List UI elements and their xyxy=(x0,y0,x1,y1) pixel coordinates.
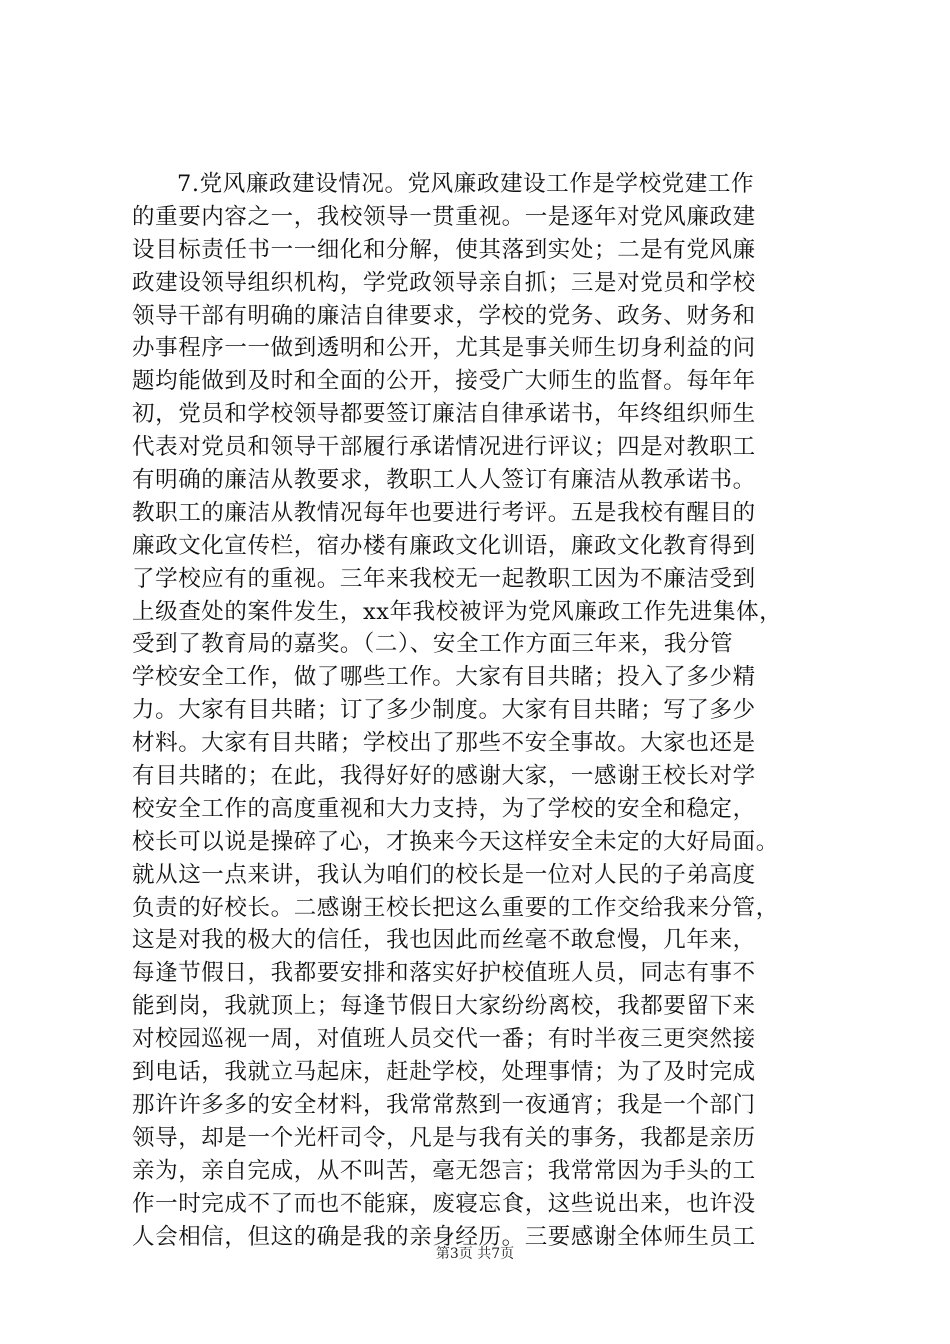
text-line: 设目标责任书一一细化和分解，使其落到实处；二是有党风廉 xyxy=(132,236,756,263)
text-line: 作一时完成不了而也不能寐，废寝忘食，这些说出来，也许没 xyxy=(132,1190,756,1217)
text-line: 负责的好校长。二感谢王校长把这么重要的工作交给我来分管， xyxy=(132,894,779,921)
text-line: 每逢节假日，我都要安排和落实好护校值班人员，同志有事不 xyxy=(132,960,756,987)
text-line: 7.党风廉政建设情况。党风廉政建设工作是学校党建工作 xyxy=(177,171,755,197)
text-line: 校长可以说是操碎了心，才换来今天这样安全未定的大好局面。 xyxy=(132,828,779,855)
text-line: 对校园巡视一周，对值班人员交代一番；有时半夜三更突然接 xyxy=(132,1026,756,1053)
text-line: 材料。大家有目共睹；学校出了那些不安全事故。大家也还是 xyxy=(132,730,756,757)
page-number: 第3页 共7页 xyxy=(435,1246,515,1262)
text-line: 办事程序一一做到透明和公开，尤其是事关师生切身利益的问 xyxy=(132,335,756,362)
text-line: 有目共睹的；在此，我得好好的感谢大家，一感谢王校长对学 xyxy=(132,763,756,790)
text-line: 的重要内容之一，我校领导一贯重视。一是逐年对党风廉政建 xyxy=(132,203,756,230)
text-line: 那许许多多的安全材料，我常常熬到一夜通宵；我是一个部门 xyxy=(132,1091,756,1118)
text-line: 校安全工作的高度重视和大力支持，为了学校的安全和稳定， xyxy=(132,795,756,822)
text-line: 了学校应有的重视。三年来我校无一起教职工因为不廉洁受到 xyxy=(132,565,756,592)
text-line: 力。大家有目共睹；订了多少制度。大家有目共睹；写了多少 xyxy=(132,697,756,724)
text-line: 受到了教育局的嘉奖。（二）、安全工作方面三年来，我分管 xyxy=(132,631,734,658)
text-line: 领导，却是一个光杆司令，凡是与我有关的事务，我都是亲历 xyxy=(132,1124,756,1151)
text-line: 到电话，我就立马起床，赶赴学校，处理事情；为了及时完成 xyxy=(132,1059,756,1086)
text-line: 就从这一点来讲，我认为咱们的校长是一位对人民的子弟高度 xyxy=(132,861,756,888)
text-line: 初，党员和学校领导都要签订廉洁自律承诺书，年终组织师生 xyxy=(132,401,756,428)
text-line: 亲为，亲自完成，从不叫苦，毫无怨言；我常常因为手头的工 xyxy=(132,1157,756,1184)
text-line: 领导干部有明确的廉洁自律要求，学校的党务、政务、财务和 xyxy=(132,302,756,329)
text-line: 学校安全工作，做了哪些工作。大家有目共睹；投入了多少精 xyxy=(132,664,756,691)
text-line: 上级查处的案件发生，xx年我校被评为党风廉政工作先进集体， xyxy=(132,598,783,625)
text-line: 廉政文化宣传栏，宿办楼有廉政文化训语，廉政文化教育得到 xyxy=(132,532,756,559)
text-line: 能到岗，我就顶上；每逢节假日大家纷纷离校，我都要留下来 xyxy=(132,993,756,1020)
text-line: 这是对我的极大的信任，我也因此而丝毫不敢怠慢，几年来， xyxy=(132,927,756,954)
text-line: 题均能做到及时和全面的公开，接受广大师生的监督。每年年 xyxy=(132,368,756,395)
text-line: 政建设领导组织机构，学党政领导亲自抓；三是对党员和学校 xyxy=(132,269,756,296)
text-line: 有明确的廉洁从教要求，教职工人人签订有廉洁从教承诺书。 xyxy=(132,467,756,494)
text-line: 教职工的廉洁从教情况每年也要进行考评。五是我校有醒目的 xyxy=(132,499,756,526)
text-line: 代表对党员和领导干部履行承诺情况进行评议；四是对教职工 xyxy=(132,434,756,461)
text-line: 人会相信，但这的确是我的亲身经历。三要感谢全体师生员工 xyxy=(132,1223,756,1250)
document-body xyxy=(132,168,832,1253)
page-footer xyxy=(0,1243,950,1263)
